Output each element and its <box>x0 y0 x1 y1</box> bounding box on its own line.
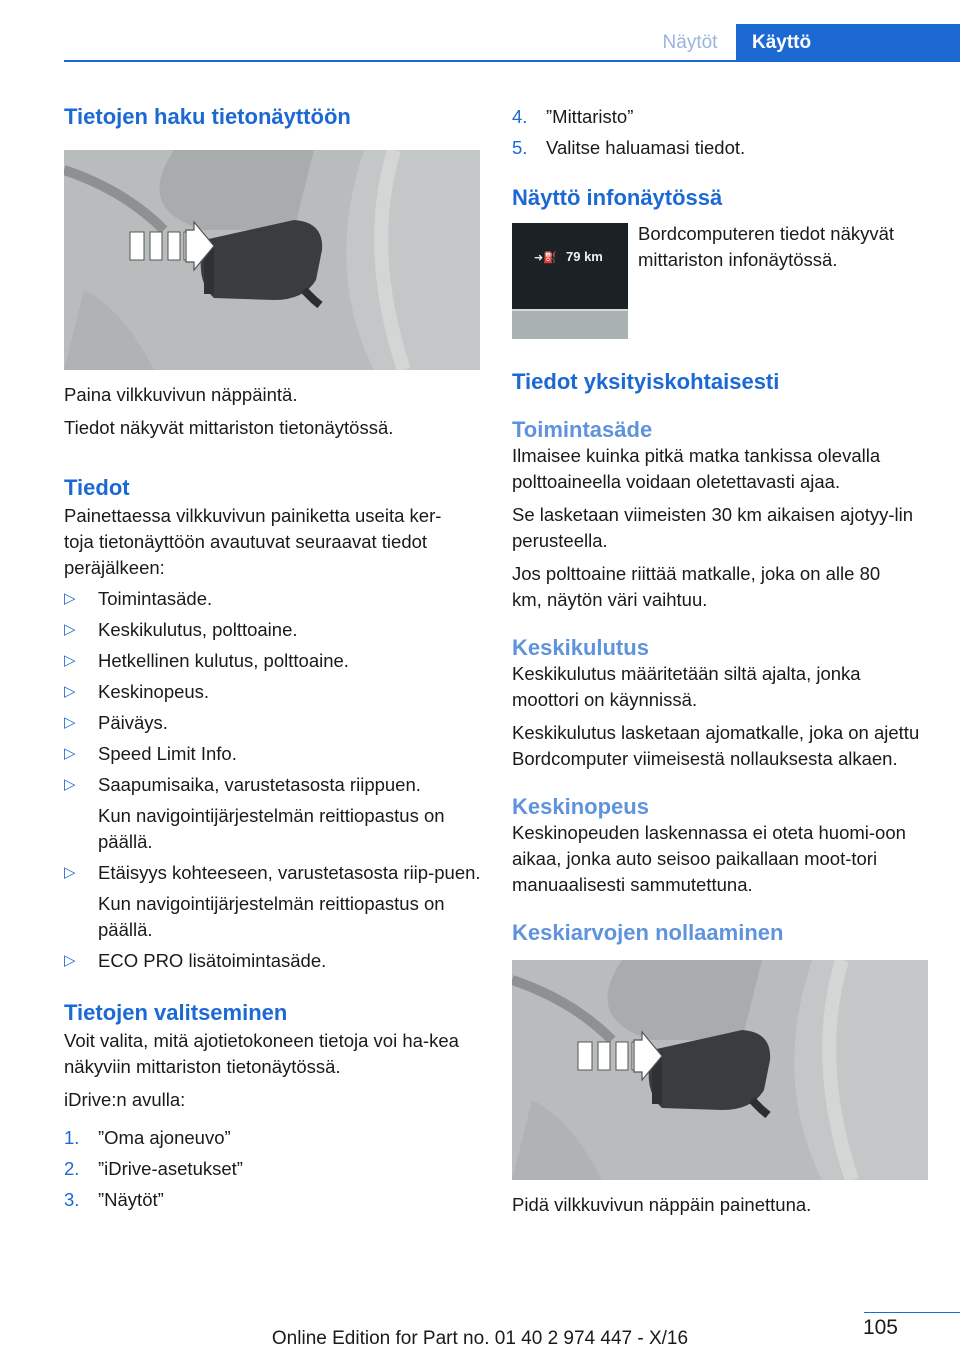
info-list <box>64 586 484 974</box>
fuel-range-icon: ➜⛽ <box>534 252 557 264</box>
list-item: ▷ ECO PRO lisätoimintasäde. <box>64 948 484 974</box>
figure-lever-button <box>64 150 480 370</box>
header-rule <box>64 60 960 62</box>
triangle-icon: ▷ <box>64 864 76 881</box>
text-pida: Pidä vilkkuvivun näppäin painettuna. <box>512 1194 812 1215</box>
step-item: 3. ”Näytöt” <box>64 1189 164 1210</box>
text-ilmaisee: Ilmaisee kuinka pitkä matka tankissa olevalla polttoaineella voidaan oletettavasti ajaa. <box>512 445 881 492</box>
header-tab-kaytto[interactable]: Käyttö <box>736 24 960 62</box>
step-item: 4. ”Mittaristo” <box>512 106 634 127</box>
text-bordcomputeren: Bordcomputeren tiedot näkyvät mittariston infonäytössä. <box>638 223 895 270</box>
steps-list-2 <box>512 104 932 161</box>
step-item: 5. Valitse haluamasi tiedot. <box>512 137 746 158</box>
heading-tiedot: Tiedot <box>64 475 130 500</box>
text-keskikulutus-maaritetaan: Keskikulutus määritetään siltä ajalta, jonka moottori on käynnissä. <box>512 663 861 710</box>
text-jos-polttoaine: Jos polttoaine riittää matkalle, joka on alle 80 km, näytön väri vaihtuu. <box>512 563 881 610</box>
heading-tietojen-haku: Tietojen haku tietonäyttöön <box>64 104 351 129</box>
text-se-lasketaan: Se lasketaan viimeisten 30 km aikaisen ajotyy‐lin perusteella. <box>512 504 914 551</box>
lever-illustration <box>64 150 480 370</box>
heading-tiedot-yksityiskohtaisesti: Tiedot yksityiskohtaisesti <box>512 369 780 394</box>
list-item: ▷ Toimintasäde. <box>64 586 484 612</box>
list-item: ▷ Hetkellinen kulutus, polttoaine. <box>64 648 484 674</box>
heading-toimintasade: Toimintasäde <box>512 417 653 442</box>
triangle-icon: ▷ <box>64 745 76 762</box>
heading-keskinopeus: Keskinopeus <box>512 794 649 819</box>
info-display-row <box>512 223 932 341</box>
text-keskikulutus-lasketaan: Keskikulutus lasketaan ajomatkalle, joka on ajettu Bordcomputer viimeisestä nollauksesta alkaen. <box>512 722 920 769</box>
list-item-note: Kun navigointijärjestelmän reittiopastus on päällä. <box>98 805 445 852</box>
list-item-note: Kun navigointijärjestelmän reittiopastus on päällä. <box>98 893 445 940</box>
list-item: ▷ Saapumisaika, varustetasosta riippuen. Kun navigointijärjestelmän reittiopastus on päällä. <box>64 772 484 855</box>
heading-naytto-infonaytossa: Näyttö infonäytössä <box>512 185 723 210</box>
text-paina: Paina vilkkuvivun näppäintä. <box>64 384 298 405</box>
list-item: ▷ Keskikulutus, polttoaine. <box>64 617 484 643</box>
triangle-icon: ▷ <box>64 652 76 669</box>
left-column <box>64 104 484 1218</box>
right-column <box>512 104 932 1218</box>
steps-list-1 <box>64 1125 484 1213</box>
info-display-figure <box>512 223 628 339</box>
triangle-icon: ▷ <box>64 683 76 700</box>
page-number: 105 <box>862 1316 898 1339</box>
triangle-icon: ▷ <box>64 621 76 638</box>
heading-keskiarvojen-nollaaminen: Keskiarvojen nollaaminen <box>512 920 784 945</box>
text-tiedot-nakyvat: Tiedot näkyvät mittariston tietonäytössä. <box>64 417 394 438</box>
heading-tietojen-valitseminen: Tietojen valitseminen <box>64 1000 288 1025</box>
lever-illustration <box>512 960 928 1180</box>
header-tab-naytot[interactable]: Näytöt <box>662 32 718 53</box>
text-painettaessa: Painettaessa vilkkuvivun painiketta useita ker‐toja tietonäyttöön avautuvat seuraavat tiedot peräjälkeen: <box>64 505 442 578</box>
triangle-icon: ▷ <box>64 714 76 731</box>
list-item: ▷ Etäisyys kohteeseen, varustetasosta riip‐puen. Kun navigointijärjestelmän reittiopastus on päällä. <box>64 860 484 943</box>
list-item: ▷ Päiväys. <box>64 710 484 736</box>
footer-edition: Online Edition for Part no. 01 40 2 974 447 - X/16 <box>271 1328 689 1349</box>
heading-keskikulutus: Keskikulutus <box>512 635 649 660</box>
text-idrive: iDrive:n avulla: <box>64 1089 186 1110</box>
triangle-icon: ▷ <box>64 952 76 969</box>
display-range-value: 79 km <box>566 249 603 264</box>
triangle-icon: ▷ <box>64 590 76 607</box>
step-item: 2. ”iDrive-asetukset” <box>64 1158 243 1179</box>
list-item: ▷ Keskinopeus. <box>64 679 484 705</box>
step-item: 1. ”Oma ajoneuvo” <box>64 1127 231 1148</box>
figure-lever-hold <box>512 960 928 1180</box>
list-item: ▷ Speed Limit Info. <box>64 741 484 767</box>
text-voit-valita: Voit valita, mitä ajotietokoneen tietoja voi ha‐kea näkyviin mittariston tietonäytössä. <box>64 1030 459 1077</box>
triangle-icon: ▷ <box>64 776 76 793</box>
text-keskinopeuden: Keskinopeuden laskennassa ei oteta huomi‐oon aikaa, jonka auto seisoo paikallaan moot‐tori manuaalisesti sammutettuna. <box>512 822 906 895</box>
footer-rule <box>864 1312 960 1313</box>
